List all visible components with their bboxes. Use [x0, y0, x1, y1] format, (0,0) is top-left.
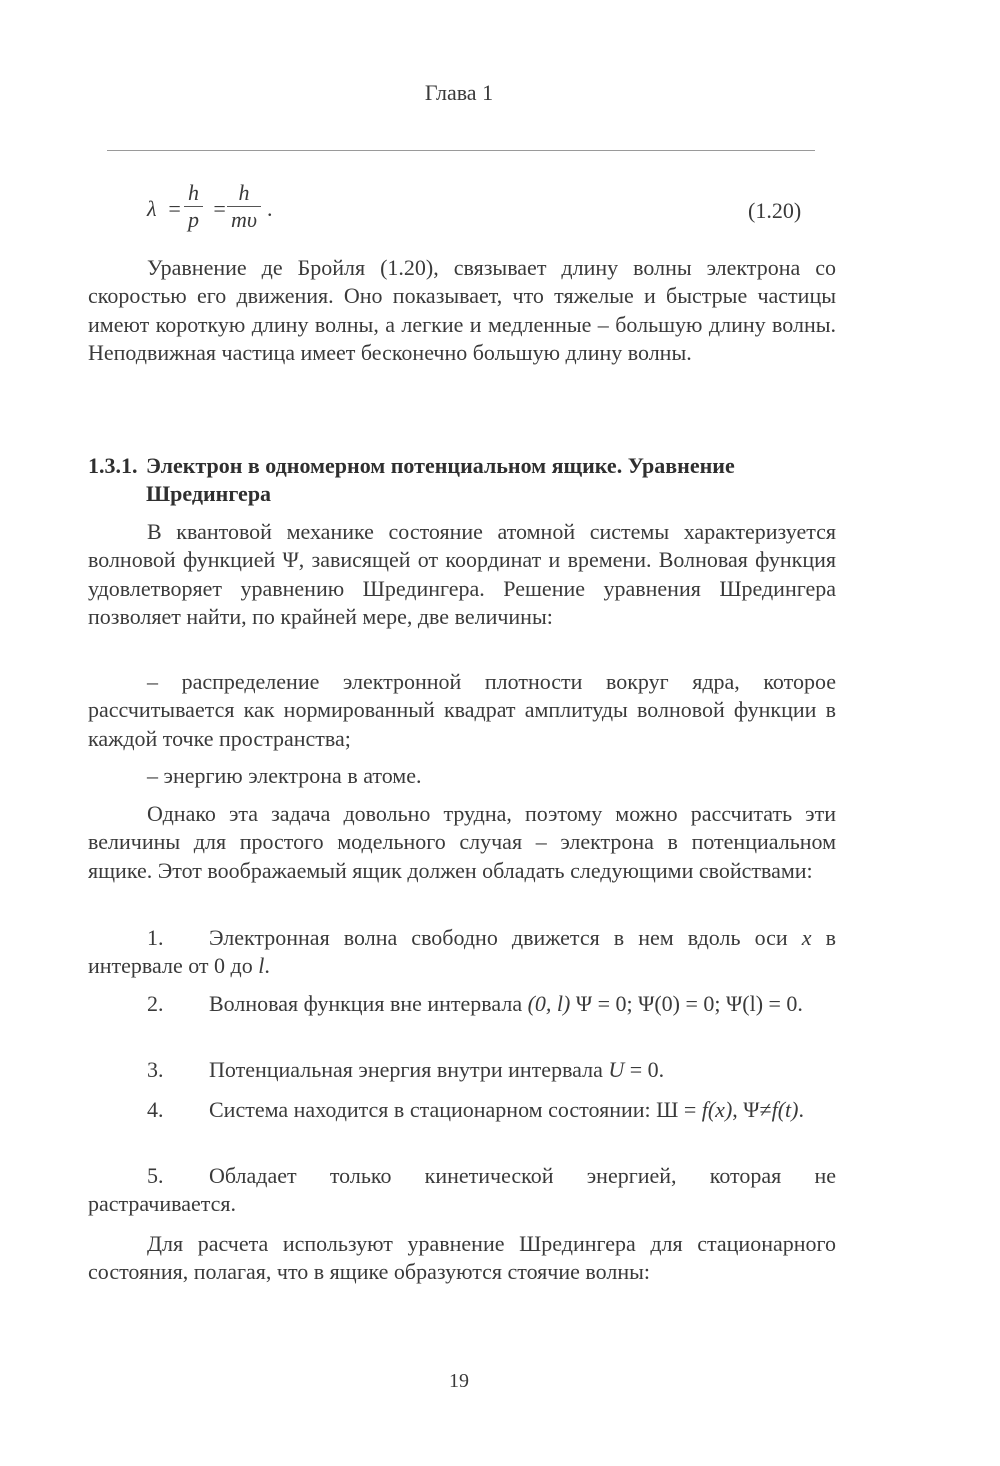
paragraph-bullet-2: – энергию электрона в атоме. — [147, 763, 422, 788]
list-item-text: Обладает только кинетической энергией, которая не растрачивается. — [88, 1163, 836, 1217]
paragraph-intro: В квантовой механике состояние атомной системы характеризуется волновой функцией Ψ, зависящей от координат и времени. Волновая функция удовлетворяет уравнению Шредингера. Решение уравнения Шредингера позволяет найти, по крайней мере, две величины: — [88, 519, 836, 630]
list-item-number: 3. — [147, 1057, 164, 1082]
list-item — [88, 1056, 836, 1084]
header-rule — [107, 150, 815, 151]
list-item-text: . — [264, 953, 270, 979]
paragraph-de-broglie: Уравнение де Бройля (1.20), связывает длину волны электрона со скоростью его движения. Оно показывает, что тяжелые и быстрые частицы имеют короткую длину волны, а легкие и медленные – большую длину волны. Неподвижная частица имеет бесконечно большую длину волны. — [88, 255, 836, 366]
paragraph-bullet-1: – распределение электронной плотности вокруг ядра, которое рассчитывается как нормированный квадрат амплитуды волновой функции в каждой точке пространства; — [88, 669, 836, 751]
section-title: Электрон в одномерном потенциальном ящике. Уравнение Шредингера — [146, 453, 735, 506]
list-item — [88, 1162, 836, 1219]
list-item-text: Система находится в стационарном состоянии: Ш = — [209, 1097, 702, 1122]
list-item-number: 4. — [147, 1097, 164, 1122]
formula-period: . — [267, 196, 273, 221]
formula-equals-2: = — [212, 196, 227, 221]
list-item-math: l — [258, 953, 265, 979]
formula-fraction-1 — [184, 180, 203, 233]
list-item-text: = 0. — [624, 1057, 665, 1082]
list-item-text: . — [798, 1097, 804, 1122]
fraction-1-denominator: p — [184, 206, 203, 233]
fraction-2-numerator: h — [238, 180, 250, 205]
list-item — [88, 990, 836, 1018]
list-item — [88, 1096, 836, 1124]
section-heading — [88, 452, 848, 508]
list-item-text: в интервале от 0 до — [88, 925, 836, 979]
paragraph-however: Однако эта задача довольно трудна, поэтому можно рассчитать эти величины для простого модельного случая – электрона в потенциальном ящике. Этот воображаемый ящик должен обладать следующими свойствами: — [88, 801, 836, 883]
list-item-math: f(t) — [771, 1097, 799, 1122]
fraction-1-numerator: h — [188, 180, 199, 205]
section-number: 1.3.1. — [88, 453, 138, 478]
list-item-math: f(x) — [701, 1097, 733, 1122]
list-item-math: x — [801, 925, 812, 950]
list-item-text: , Ψ≠ — [732, 1097, 772, 1122]
page-number: 19 — [449, 1370, 469, 1392]
formula-lambda: λ — [147, 196, 157, 221]
fraction-2-denominator: mυ — [227, 206, 261, 233]
equation-number: (1.20) — [748, 198, 802, 223]
list-item-number: 1. — [147, 925, 164, 950]
list-item — [88, 924, 836, 981]
list-item-number: 2. — [147, 991, 164, 1016]
list-item-number: 5. — [147, 1163, 164, 1188]
list-item-math: U — [608, 1057, 625, 1082]
list-item-text: Волновая функция вне интервала — [209, 991, 528, 1016]
paragraph-final: Для расчета используют уравнение Шредингера для стационарного состояния, полагая, что в ящике образуются стоячие волны: — [88, 1231, 836, 1285]
chapter-header: Глава 1 — [424, 80, 494, 105]
list-item-text: Ψ = 0; Ψ(0) = 0; Ψ(l) = 0. — [570, 991, 803, 1016]
formula-fraction-2 — [227, 180, 261, 233]
list-item-text: Электронная волна свободно движется в нем вдоль оси — [209, 925, 802, 950]
formula-equals-1: = — [167, 196, 182, 221]
list-item-text: Потенциальная энергия внутри интервала — [209, 1057, 609, 1082]
list-item-math: (0, l) — [527, 991, 571, 1016]
